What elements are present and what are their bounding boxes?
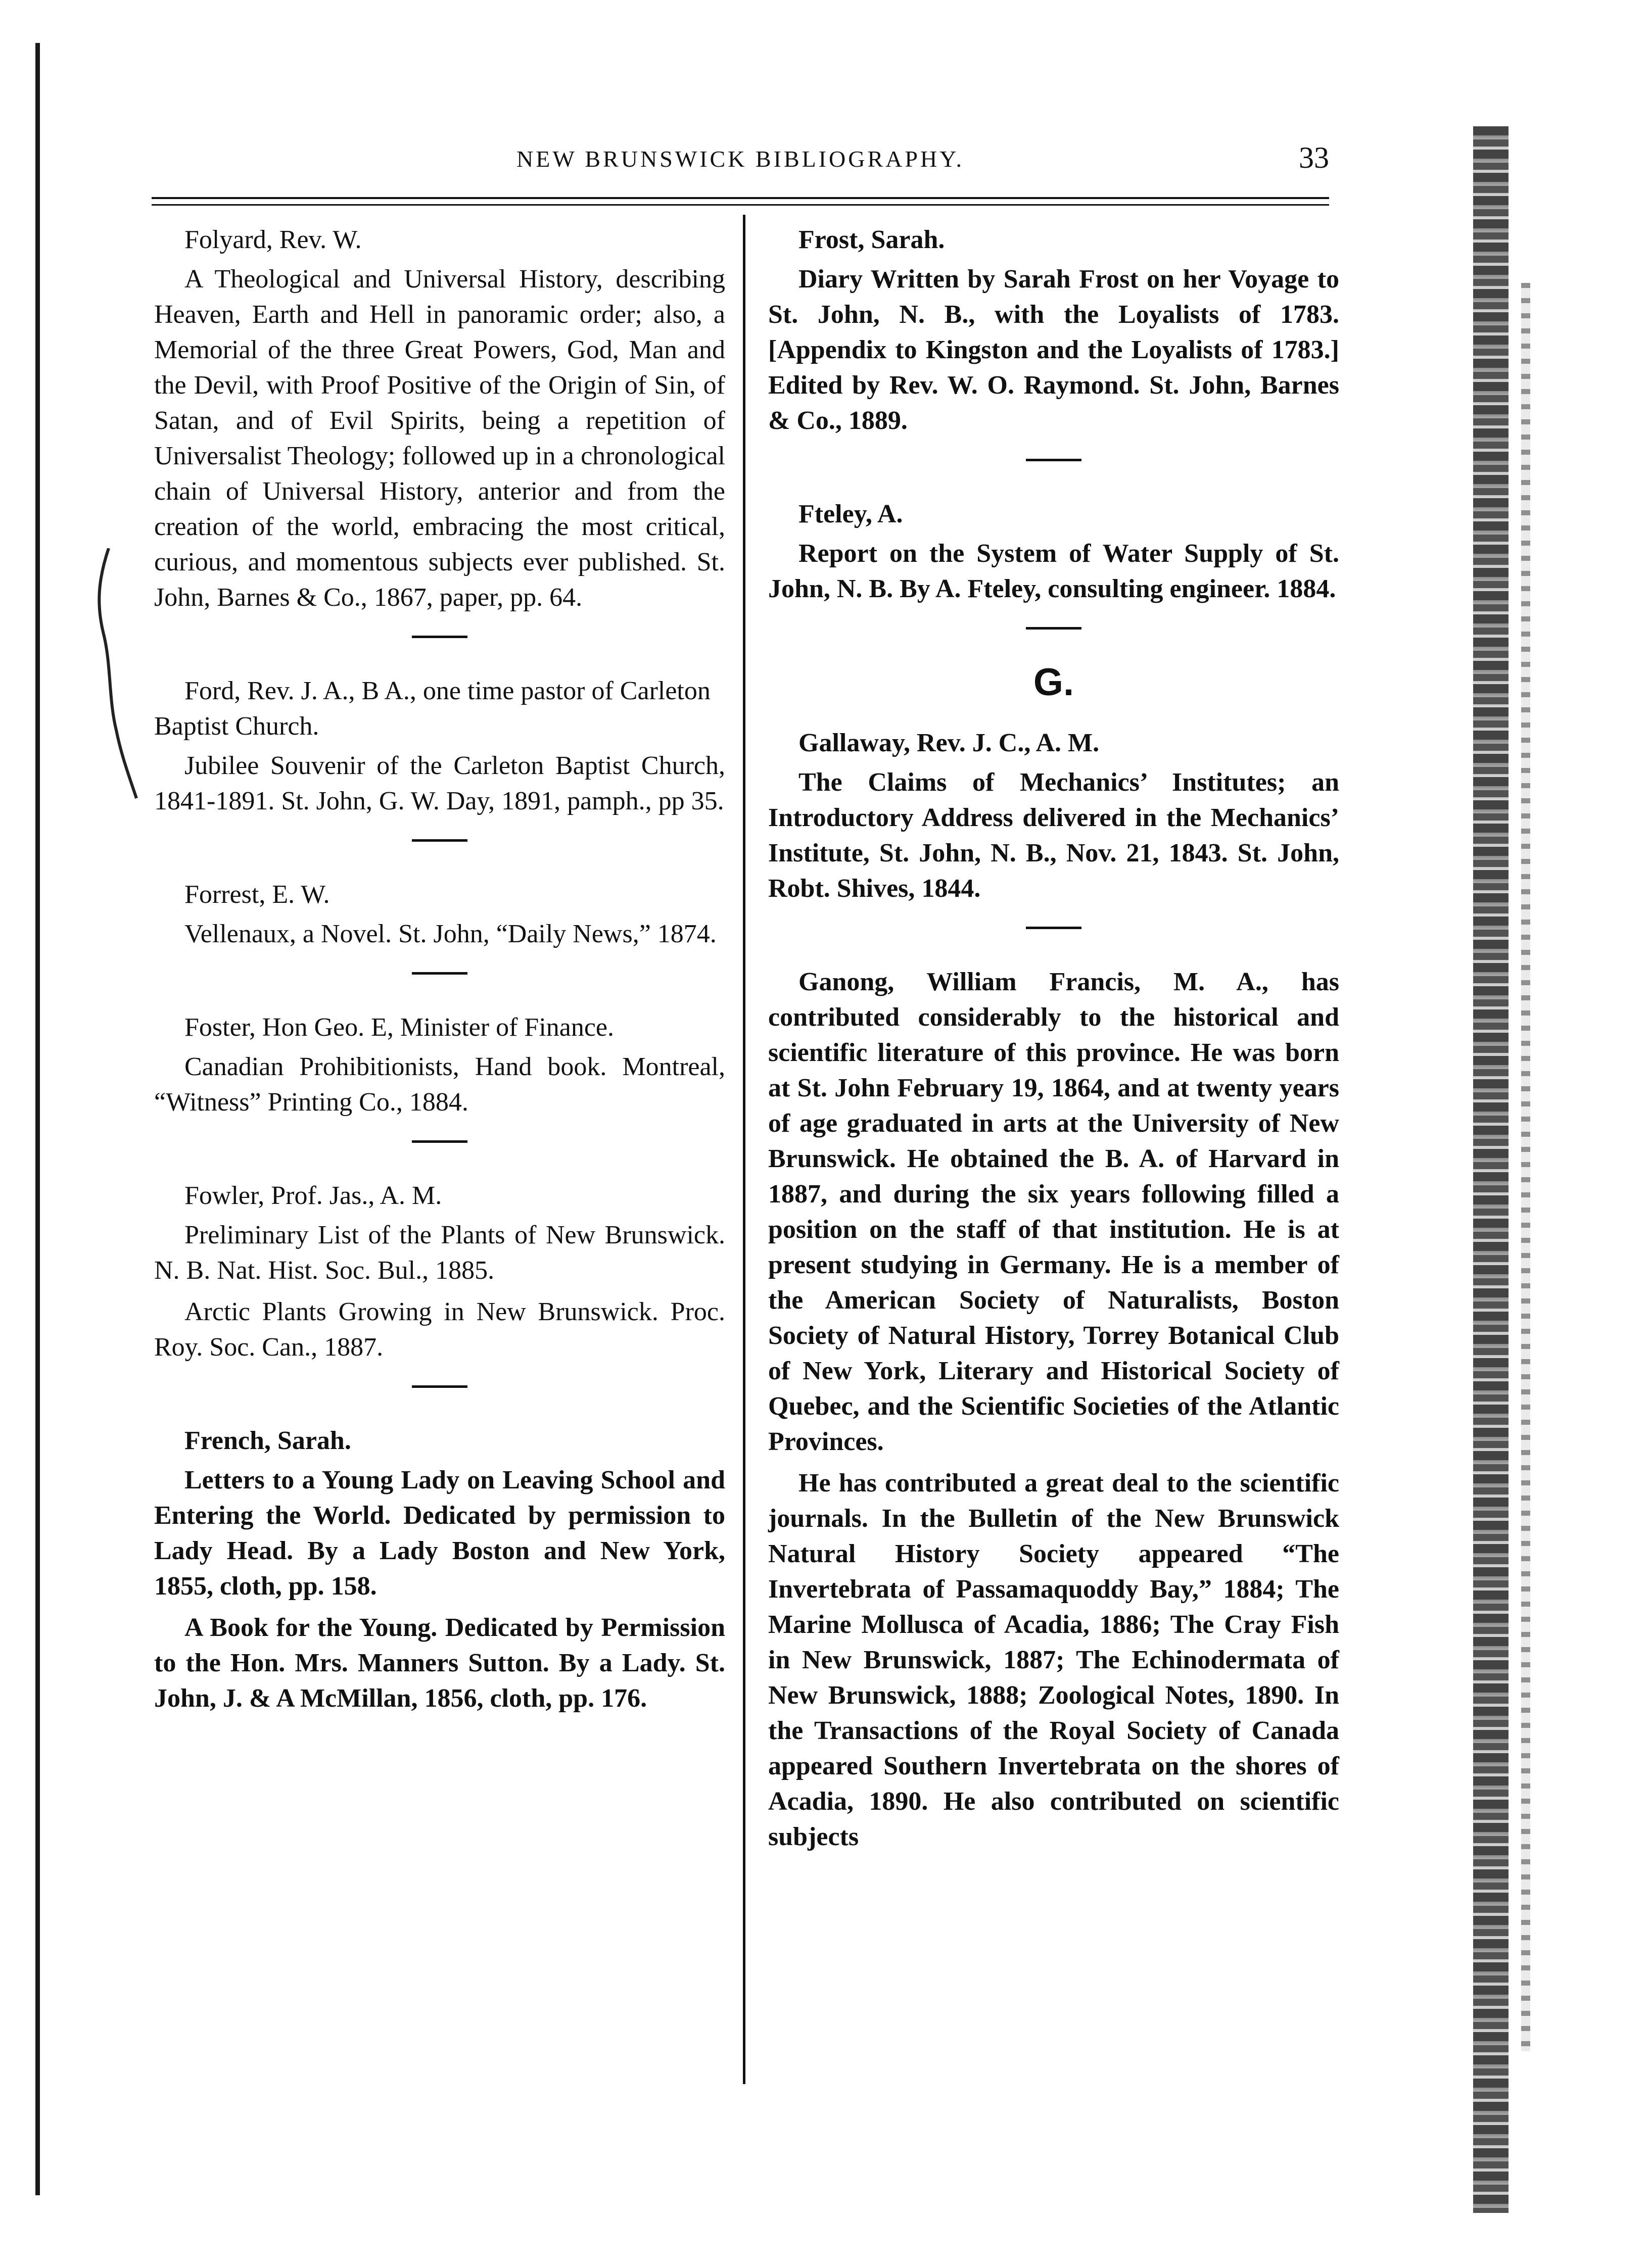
entry-text: He has contributed a great deal to the scientific journals. In the Bulletin of the New Brunswick Natural History Society appeared “The Invertebrata of Passamaquoddy Bay,” 1884; The Marine Mollusca of Acadia, 1886; The Cray Fish in New Brunswick, 1887; The Echinodermata of New Brunswick, 1888; Zoological Notes, 1890. In the Transactions of the Royal Society of Canada appeared Southern Invertebrata on the shores of Acadia, 1890. He also contributed on scientific subjects [768,1469,1339,1851]
biography-entry [768,964,1339,1855]
entry-text: A Book for the Young. Dedicated by Permission to the Hon. Mrs. Manners Sutton. By a Lady. St. John, J. & A McMillan, 1856, cloth, pp. 176. [154,1613,725,1713]
entry-text: Report on the System of Water Supply of St. John, N. B. By A. Fteley, consulting engineer. 1884. [768,539,1339,603]
entry-separator [1026,627,1081,630]
entry-author: Ford, Rev. J. A., B A., one time pastor of Carleton Baptist Church. [154,677,711,741]
scan-page-edge-strip-inner [1521,283,1530,2051]
entry-text: A Theological and Universal History, describing Heaven, Earth and Hell in panoramic order; also, a Memorial of the three Great Powers, God, Man and the Devil, with Proof Positive of the Origin of Sin, of Satan, and of Evil Spirits, being a repetition of Universalist Theology; followed up in a chronological chain of Universal History, anterior and from the creation of the world, embracing the most critical, curious, and momentous subjects ever published. St. John, Barnes & Co., 1867, paper, pp. 64. [154,265,725,612]
entry-text: Letters to a Young Lady on Leaving School and Entering the World. Dedicated by permission to Lady Head. By a Lady Boston and New York, 1855, cloth, pp. 158. [154,1466,725,1601]
bibliography-entry [154,222,725,615]
entry-author: Folyard, Rev. W. [184,225,362,254]
bibliography-entry [768,497,1339,607]
entry-text: Jubilee Souvenir of the Carleton Baptist Church, 1841-1891. St. John, G. W. Day, 1891, pamph., pp 35. [154,751,725,815]
page-header [152,136,1329,182]
entry-text: Canadian Prohibitionists, Hand book. Montreal, “Witness” Printing Co., 1884. [154,1052,725,1117]
entry-author: French, Sarah. [184,1426,351,1455]
entry-text: Preliminary List of the Plants of New Brunswick. N. B. Nat. Hist. Soc. Bul., 1885. [154,1221,725,1285]
entry-author: Fteley, A. [798,500,903,528]
bibliography-entry [154,673,725,819]
entry-author: Foster, Hon Geo. E, Minister of Finance. [184,1013,615,1042]
entry-separator [412,839,467,842]
entry-separator [412,636,467,638]
running-title: NEW BRUNSWICK BIBLIOGRAPHY. [516,146,964,172]
entry-author: Forrest, E. W. [184,880,330,909]
page-number: 33 [1299,141,1329,174]
entry-text: Diary Written by Sarah Frost on her Voyage to St. John, N. B., with the Loyalists of 1783. [Appendix to Kingston and the Loyalists of 1783.] Edited by Rev. W. O. Raymond. St. John, Barnes & Co., 1889. [768,265,1339,435]
scan-binding-edge [35,43,40,2195]
entry-text: Ganong, William Francis, M. A., has contributed considerably to the historical and scientific literature of this province. He was born at St. John February 19, 1864, and at twenty years of age graduated in arts at the University of New Brunswick. He obtained the B. A. of Harvard in 1887, and during the six years following filled a position on the staff of that institution. He is at present studying in Germany. He is a member of the American Society of Naturalists, Boston Society of Natural History, Torrey Botanical Club of New York, Literary and Historical Society of Quebec, and the Scientific Societies of the Atlantic Provinces. [768,968,1339,1456]
section-letter-heading: G. [1033,661,1074,704]
entry-separator [1026,927,1081,929]
bibliography-entry [154,1423,725,1716]
entry-author: Frost, Sarah. [798,225,945,254]
entry-text: Arctic Plants Growing in New Brunswick. Proc. Roy. Soc. Can., 1887. [154,1297,725,1362]
entry-separator [412,972,467,975]
bibliography-entry [768,726,1339,906]
entry-author: Gallaway, Rev. J. C., A. M. [798,729,1100,757]
bibliography-entry [768,222,1339,439]
entry-separator [1026,459,1081,461]
right-column [768,222,1339,1865]
bibliography-entry [154,1178,725,1365]
bibliography-entry [154,1010,725,1120]
column-divider [743,215,745,2084]
left-column [154,222,725,1726]
header-rule [152,197,1329,199]
bibliography-entry [154,877,725,952]
entry-separator [412,1385,467,1388]
entry-separator [412,1140,467,1143]
header-rule-double [152,204,1329,206]
handwritten-margin-mark [93,548,139,801]
scan-page-edge-strip [1473,126,1509,2213]
entry-text: The Claims of Mechanics’ Institutes; an Introductory Address delivered in the Mechanics’ Institute, St. John, N. B., Nov. 21, 1843. St. John, Robt. Shives, 1844. [768,768,1339,903]
entry-text: Vellenaux, a Novel. St. John, “Daily News,” 1874. [184,920,717,948]
entry-author: Fowler, Prof. Jas., A. M. [184,1181,442,1210]
